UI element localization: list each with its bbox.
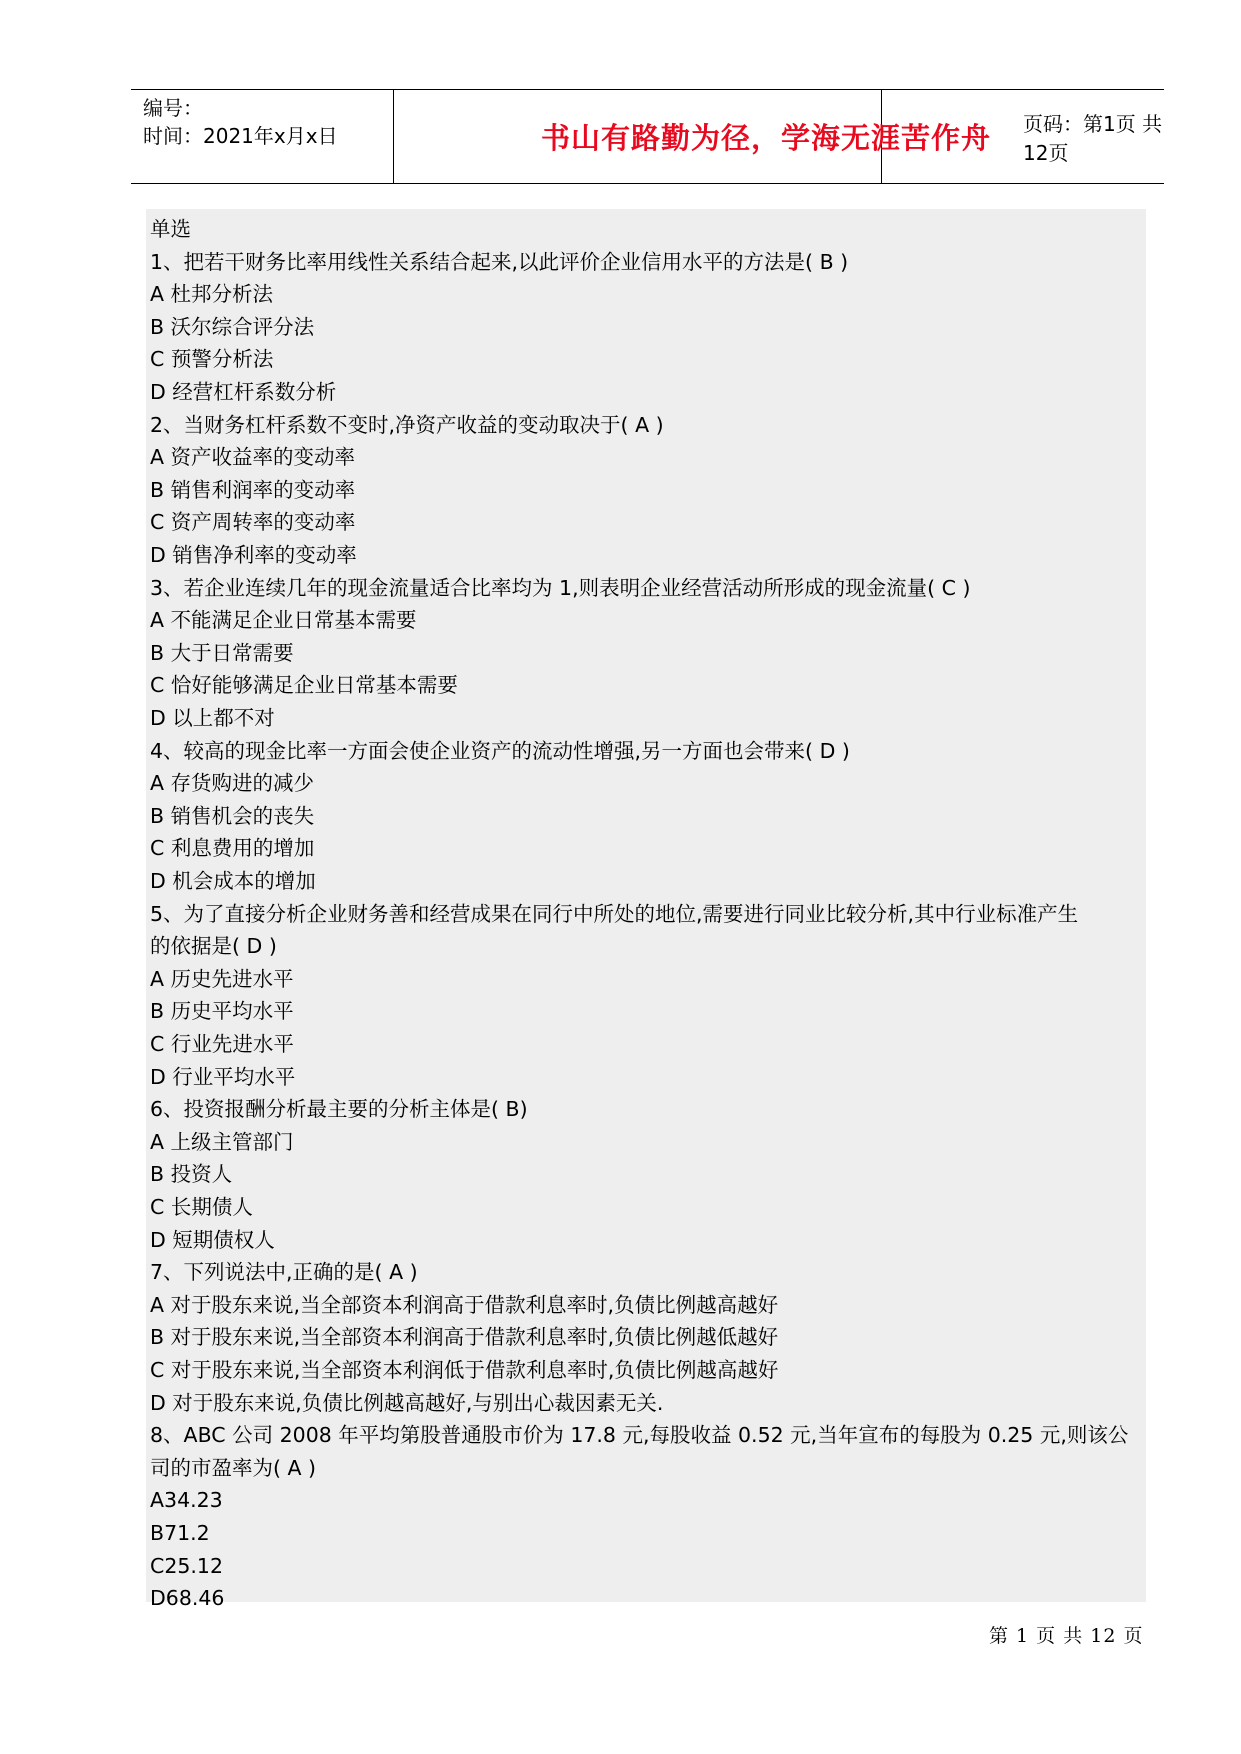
number-label: 编号：: [143, 96, 203, 120]
text-line: C 恰好能够满足企业日常基本需要: [150, 673, 458, 698]
text-line: 司的市盈率为( A ): [150, 1455, 317, 1480]
header-meta: [143, 94, 338, 150]
text-line: B 销售机会的丧失: [150, 803, 315, 828]
text-line: A 存货购进的减少: [150, 771, 315, 796]
text-line: D68.46: [150, 1586, 225, 1611]
header-divider: [393, 90, 394, 183]
text-line: B 沃尔综合评分法: [150, 314, 315, 339]
text-line: D 销售净利率的变动率: [150, 543, 357, 567]
time-label: 时间：2021年x月x日: [143, 124, 338, 148]
text-line: D 短期债权人: [150, 1227, 275, 1252]
text-line: 8、ABC 公司 2008 年平均第股普通股市价为 17.8 元,每股收益 0.52 元,当年宣布的每股为 0.25 元,则该公: [150, 1423, 1129, 1448]
text-line: B 销售利润率的变动率: [150, 477, 356, 502]
text-line: A34.23: [150, 1488, 223, 1513]
text-line: 7、下列说法中,正确的是( A ): [150, 1260, 418, 1285]
text-line: D 经营杠杆系数分析: [150, 380, 337, 404]
header-page-info: 页码：第1页 共12页: [1023, 111, 1163, 165]
text-line: 1、把若干财务比率用线性关系结合起来,以此评价企业信用水平的方法是( B ): [150, 249, 849, 274]
text-line: B 投资人: [150, 1162, 233, 1187]
text-line: A 历史先进水平: [150, 966, 294, 991]
text-line: C 预警分析法: [150, 347, 274, 372]
text-line: D 对于股东来说,负债比例越高越好,与别出心裁因素无关.: [150, 1390, 664, 1415]
text-line: 5、为了直接分析企业财务善和经营成果在同行中所处的地位,需要进行同业比较分析,其中行业标准产生: [150, 901, 1079, 926]
text-line: A 资产收益率的变动率: [150, 445, 356, 470]
text-line: B 大于日常需要: [150, 640, 294, 665]
header-motto: 书山有路勤为径，学海无涯苦作舟: [540, 121, 991, 155]
text-line: C 利息费用的增加: [150, 836, 315, 861]
text-line: 6、投资报酬分析最主要的分析主体是( B): [150, 1097, 528, 1122]
text-line: D 以上都不对: [150, 706, 275, 730]
text-line: 2、当财务杠杆系数不变时,净资产收益的变动取决于( A ): [150, 412, 664, 437]
text-line: 3、若企业连续几年的现金流量适合比率均为 1,则表明企业经营活动所形成的现金流量( C ): [150, 575, 971, 600]
text-line: 的依据是( D ): [150, 934, 277, 959]
document-header: [131, 89, 1164, 184]
text-line: C25.12: [150, 1553, 224, 1578]
text-line: D 机会成本的增加: [150, 869, 316, 893]
page-footer: 第 1 页 共 12 页: [989, 1625, 1144, 1647]
question-content: [146, 209, 1146, 1611]
text-line: C 行业先进水平: [150, 1032, 294, 1056]
text-line: A 不能满足企业日常基本需要: [150, 608, 417, 633]
text-line: B 对于股东来说,当全部资本利润高于借款利息率时,负债比例越低越好: [150, 1325, 779, 1350]
text-line: C 长期债人: [150, 1195, 253, 1219]
text-line: C 对于股东来说,当全部资本利润低于借款利息率时,负债比例越高越好: [150, 1358, 779, 1382]
section-heading: 单选: [150, 217, 191, 241]
text-line: A 上级主管部门: [150, 1129, 294, 1154]
text-line: C 资产周转率的变动率: [150, 510, 356, 535]
text-line: 4、较高的现金比率一方面会使企业资产的流动性增强,另一方面也会带来( D ): [150, 738, 850, 763]
text-line: B 历史平均水平: [150, 999, 294, 1024]
text-line: A 杜邦分析法: [150, 282, 274, 307]
text-line: B71.2: [150, 1521, 210, 1545]
text-line: A 对于股东来说,当全部资本利润高于借款利息率时,负债比例越高越好: [150, 1292, 779, 1317]
text-line: D 行业平均水平: [150, 1064, 296, 1089]
